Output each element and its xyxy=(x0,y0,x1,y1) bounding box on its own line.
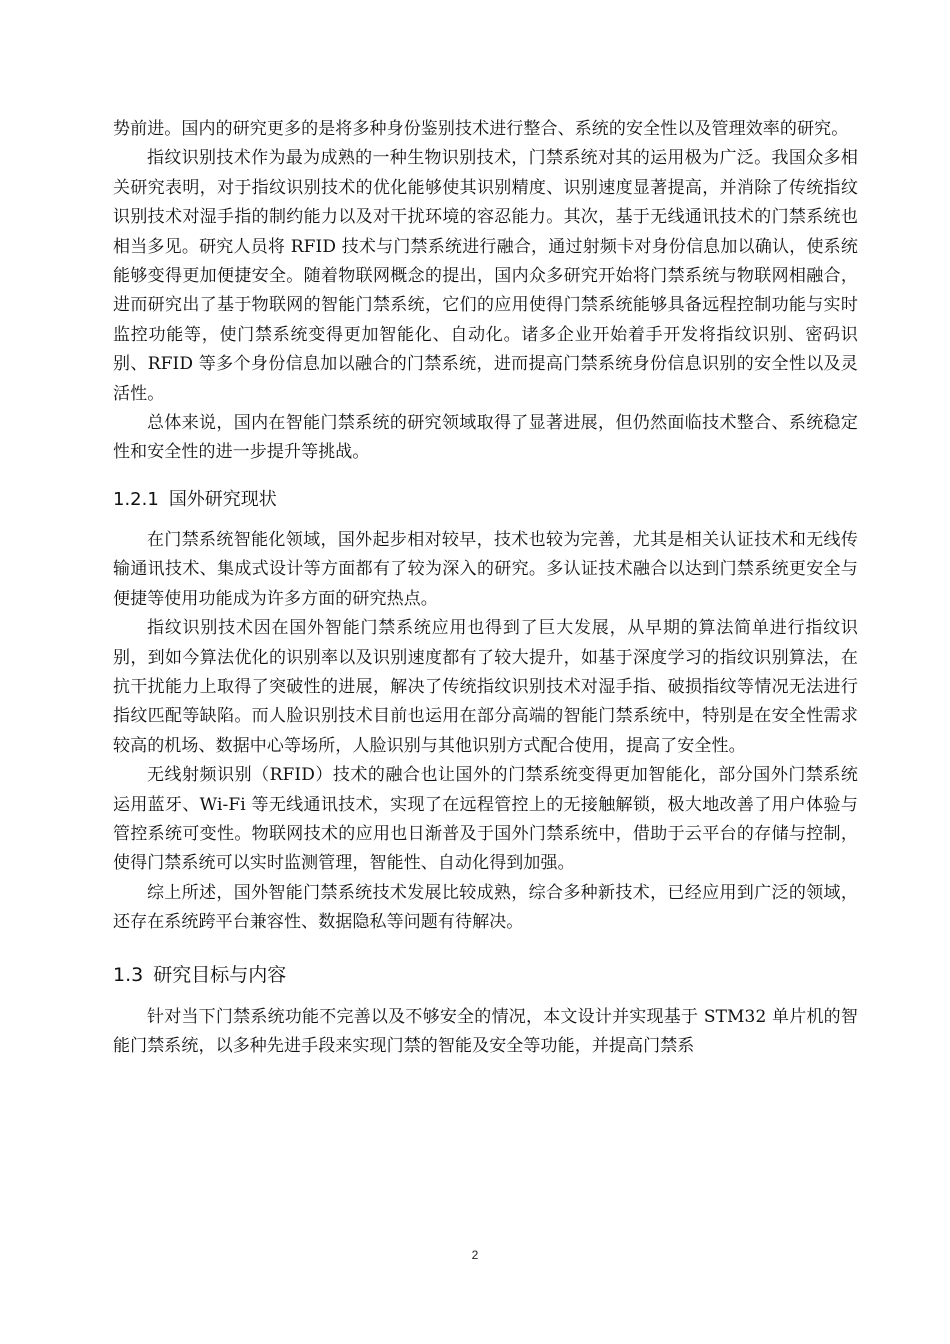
section-heading-1-2-1 xyxy=(113,487,858,513)
paragraph-foreign-overview: 在门禁系统智能化领域，国外起步相对较早，技术也较为完善，尤其是相关认证技术和无线传输通讯技术、集成式设计等方面都有了较为深入的研究。多认证技术融合以达到门禁系统更安全与便捷等使用功能成为许多方面的研究热点。 xyxy=(113,529,858,609)
section-number: 1.2.1 xyxy=(113,488,159,510)
paragraph-foreign-summary: 综上所述，国外智能门禁系统技术发展比较成熟，综合多种新技术，已经应用到广泛的领域，还存在系统跨平台兼容性、数据隐私等问题有待解决。 xyxy=(113,882,858,933)
paragraph-foreign-rfid: 无线射频识别（RFID）技术的融合也让国外的门禁系统变得更加智能化，部分国外门禁系统运用蓝牙、Wi-Fi 等无线通讯技术，实现了在远程管控上的无接触解锁，极大地改善了用户体验与管控系统可变性。物联网技术的应用也日渐普及于国外门禁系统中，借助于云平台的存储与控制，使得门禁系统可以实时监测管理，智能性、自动化得到加强。 xyxy=(113,765,858,874)
section-title: 研究目标与内容 xyxy=(153,963,287,986)
paragraph-foreign-fingerprint: 指纹识别技术因在国外智能门禁系统应用也得到了巨大发展，从早期的算法简单进行指纹识别，到如今算法优化的识别率以及识别速度都有了较大提升，如基于深度学习的指纹识别算法，在抗干扰能力上取得了突破性的进展，解决了传统指纹识别技术对湿手指、破损指纹等情况无法进行指纹匹配等缺陷。而人脸识别技术目前也运用在部分高端的智能门禁系统中，特别是在安全性需求较高的机场、数据中心等场所，人脸识别与其他识别方式配合使用，提高了安全性。 xyxy=(113,618,858,756)
section-heading-1-3 xyxy=(113,961,858,989)
paragraph-research-goal: 针对当下门禁系统功能不完善以及不够安全的情况，本文设计并实现基于 STM32 单片机的智能门禁系统，以多种先进手段来实现门禁的智能及安全等功能，并提高门禁系 xyxy=(113,1006,858,1056)
paragraph-domestic-summary: 总体来说，国内在智能门禁系统的研究领域取得了显著进展，但仍然面临技术整合、系统稳定性和安全性的进一步提升等挑战。 xyxy=(113,413,858,463)
page-number: 2 xyxy=(471,1248,479,1262)
paragraph-fingerprint-domestic: 指纹识别技术作为最为成熟的一种生物识别技术，门禁系统对其的运用极为广泛。我国众多相关研究表明，对于指纹识别技术的优化能够使其识别精度、识别速度显著提高，并消除了传统指纹识别技术对湿手指的制约能力以及对干扰环境的容忍能力。其次，基于无线通讯技术的门禁系统也相当多见。研究人员将 RFID 技术与门禁系统进行融合，通过射频卡对身份信息加以确认，使系统能够变得更加便捷安全。随着物联网概念的提出，国内众多研究开始将门禁系统与物联网相融合，进而研究出了基于物联网的智能门禁系统，它们的应用使得门禁系统能够具备远程控制功能与实时监控功能等，使门禁系统变得更加智能化、自动化。诸多企业开始着手开发将指纹识别、密码识别、RFID 等多个身份信息加以融合的门禁系统，进而提高门禁系统身份信息识别的安全性以及灵活性。 xyxy=(113,148,858,404)
document-page xyxy=(113,115,858,1061)
paragraph-continued: 势前进。国内的研究更多的是将多种身份鉴别技术进行整合、系统的安全性以及管理效率的研究。 xyxy=(113,119,849,139)
section-number: 1.3 xyxy=(113,963,144,986)
section-title: 国外研究现状 xyxy=(168,488,277,510)
